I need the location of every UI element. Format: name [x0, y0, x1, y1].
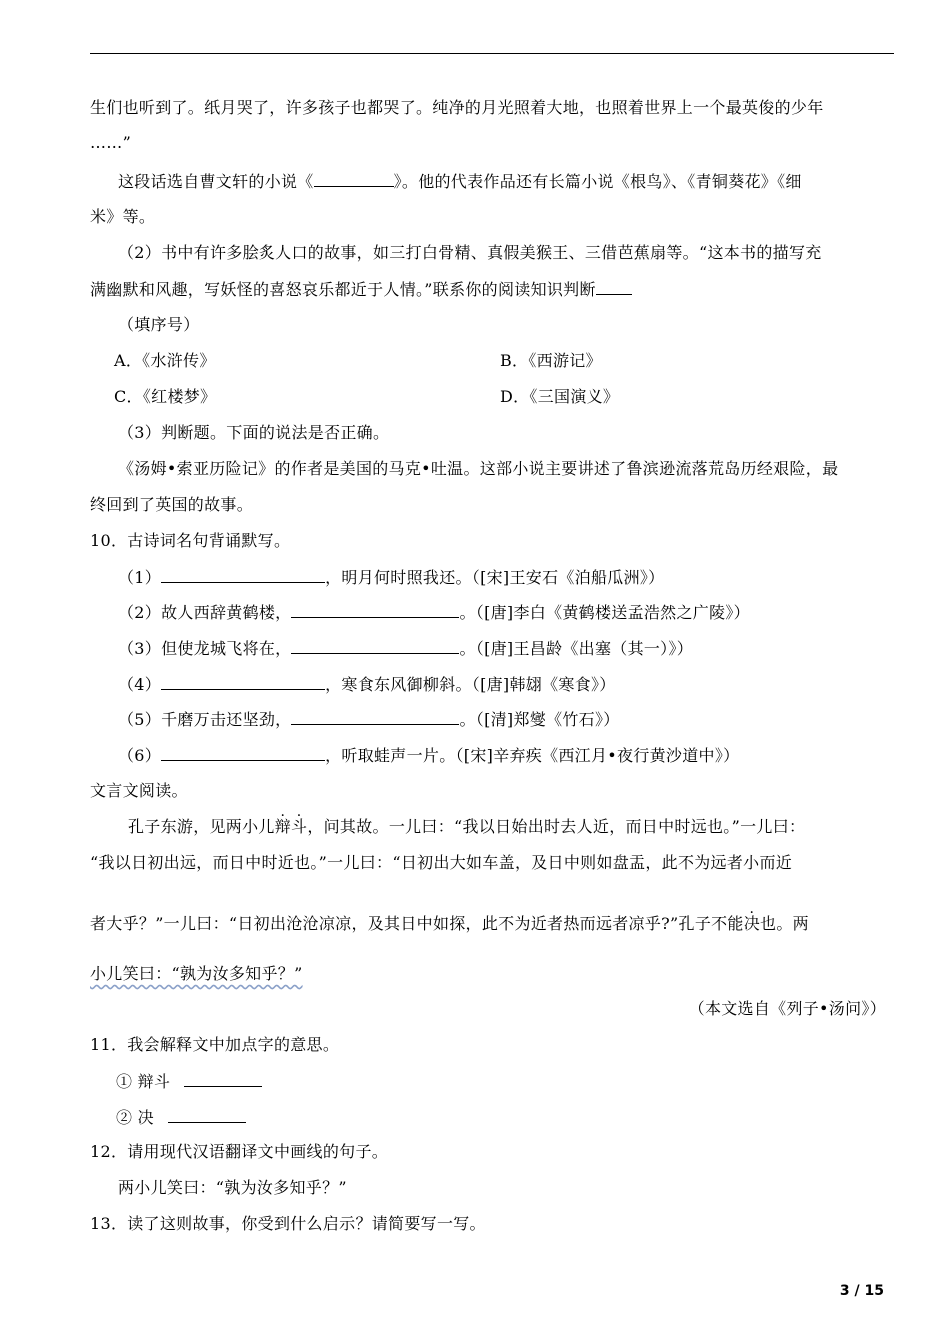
q12-sentence: 两小儿笑曰：“孰为汝多知乎？”	[118, 1178, 347, 1197]
q2-option-a: A．《水浒传》	[114, 351, 216, 370]
q10-item-5-text: （5）千磨万击还坚劲，	[118, 710, 292, 729]
q2-answer-blank[interactable]	[596, 278, 632, 295]
q2-option-b: B．《西游记》	[500, 351, 602, 370]
underlined-sentence: 小儿笑曰：“孰为汝多知乎？”	[90, 964, 303, 983]
q13-title: 13．读了这则故事，你受到什么启示？请简要写一写。	[90, 1214, 486, 1233]
q3-title: （3）判断题。下面的说法是否正确。	[118, 423, 390, 442]
q10-item-4-blank[interactable]	[161, 673, 325, 690]
q10-item-1-text: ，明月何时照我还。（[宋]王安石《泊船瓜洲》）	[325, 568, 665, 587]
q11-item-1	[116, 1070, 262, 1093]
classical-para-line-1	[128, 816, 805, 838]
q10-item-1-label: （1）	[118, 568, 162, 587]
q10-item-2-source: 。（[唐]李白《黄鹤楼送孟浩然之广陵》）	[459, 603, 750, 622]
q3-statement-line-2: 终回到了英国的故事。	[90, 495, 254, 514]
q11-item-1-label: ① 辩斗	[116, 1072, 171, 1091]
q10-item-3	[118, 637, 693, 660]
q2-option-c: C．《红楼梦》	[114, 387, 217, 406]
q11-item-2-label: ② 决	[116, 1108, 154, 1127]
q10-item-6-blank[interactable]	[161, 744, 325, 761]
q11-item-2	[116, 1106, 246, 1129]
classical-text: 孔子东游，见两小儿	[128, 817, 275, 836]
q11-title: 11．我会解释文中加点字的意思。	[90, 1035, 340, 1054]
q12-title: 12．请用现代汉语翻译文中画线的句子。	[90, 1142, 389, 1161]
classical-text: ，问其故。一儿曰：“我以日始出时去人近，而日中时远也。”一儿曰：	[307, 817, 806, 836]
source-question-prefix: 这段话选自曹文轩的小说《	[118, 172, 314, 191]
dotted-char: 辩	[274, 817, 292, 836]
classical-source: （本文选自《列子•汤问》）	[688, 999, 886, 1018]
q10-item-4	[118, 673, 616, 696]
q10-item-1-blank[interactable]	[161, 566, 325, 583]
q3-statement-line-1: 《汤姆•索亚历险记》的作者是美国的马克•吐温。这部小说主要讲述了鲁滨逊流落荒岛历经艰险，最	[118, 459, 839, 478]
q10-item-6-text: ，听取蛙声一片。（[宋]辛弃疾《西江月•夜行黄沙道中》）	[325, 746, 740, 765]
q10-item-2	[118, 601, 750, 624]
q10-item-4-label: （4）	[118, 675, 162, 694]
q10-item-5-blank[interactable]	[291, 708, 459, 725]
q10-item-3-source: 。（[唐]王昌龄《出塞（其一）》）	[459, 639, 694, 658]
q10-item-3-blank[interactable]	[291, 637, 459, 654]
classical-para-line-3	[90, 913, 809, 935]
q10-item-6	[118, 744, 739, 767]
q10-item-1	[118, 566, 664, 589]
q10-item-5-source: 。（[清]郑燮《竹石》）	[459, 710, 620, 729]
classical-text: 者大乎？”一儿曰：“日初出沧沧凉凉，及其日中如探，此不为近者热而远者凉乎?”孔子不能	[90, 914, 744, 933]
q11-item-2-blank[interactable]	[168, 1106, 246, 1123]
q10-item-4-text: ，寒食东风御柳斜。（[唐]韩翃《寒食》）	[325, 675, 616, 694]
q2-option-d: D．《三国演义》	[500, 387, 620, 406]
dotted-char: 斗	[291, 817, 308, 836]
classical-para-line-4	[90, 963, 303, 985]
q2-fill-hint: （填序号）	[118, 315, 200, 334]
classical-text: 也。两	[760, 914, 809, 933]
source-question-suffix: 》。他的代表作品还有长篇小说《根鸟》、《青铜葵花》《细	[393, 172, 802, 191]
dotted-char: 决	[743, 914, 761, 933]
source-question-line	[118, 170, 802, 193]
passage-line-1: 生们也听到了。纸月哭了，许多孩子也都哭了。纯净的月光照着大地，也照着世界上一个最英俊的少年	[90, 98, 824, 117]
q2-line-2-text: 满幽默和风趣，写妖怪的喜怒哀乐都近于人情。”联系你的阅读知识判断	[90, 280, 596, 299]
classical-heading: 文言文阅读。	[90, 781, 188, 800]
q11-item-1-blank[interactable]	[184, 1070, 262, 1087]
q10-item-6-label: （6）	[118, 746, 162, 765]
q10-title: 10．古诗词名句背诵默写。	[90, 531, 291, 550]
q10-item-5	[118, 708, 620, 731]
q10-item-3-text: （3）但使龙城飞将在，	[118, 639, 292, 658]
page-number: 3 / 15	[839, 1283, 884, 1299]
q2-line-2	[90, 278, 632, 301]
passage-line-2: ……”	[90, 133, 132, 152]
novel-title-blank[interactable]	[314, 170, 394, 187]
q10-item-2-blank[interactable]	[291, 601, 459, 618]
q10-item-2-text: （2）故人西辞黄鹤楼，	[118, 603, 292, 622]
classical-para-line-2: “我以日初出远，而日中时近也。”一儿曰：“日初出大如车盖，及日中则如盘盂，此不为远者小而近	[90, 853, 793, 872]
source-question-line-2: 米》等。	[90, 207, 156, 226]
q2-line-1: （2）书中有许多脍炙人口的故事，如三打白骨精、真假美猴王、三借芭蕉扇等。“这本书的描写充	[118, 243, 822, 262]
header-rule	[90, 53, 894, 54]
